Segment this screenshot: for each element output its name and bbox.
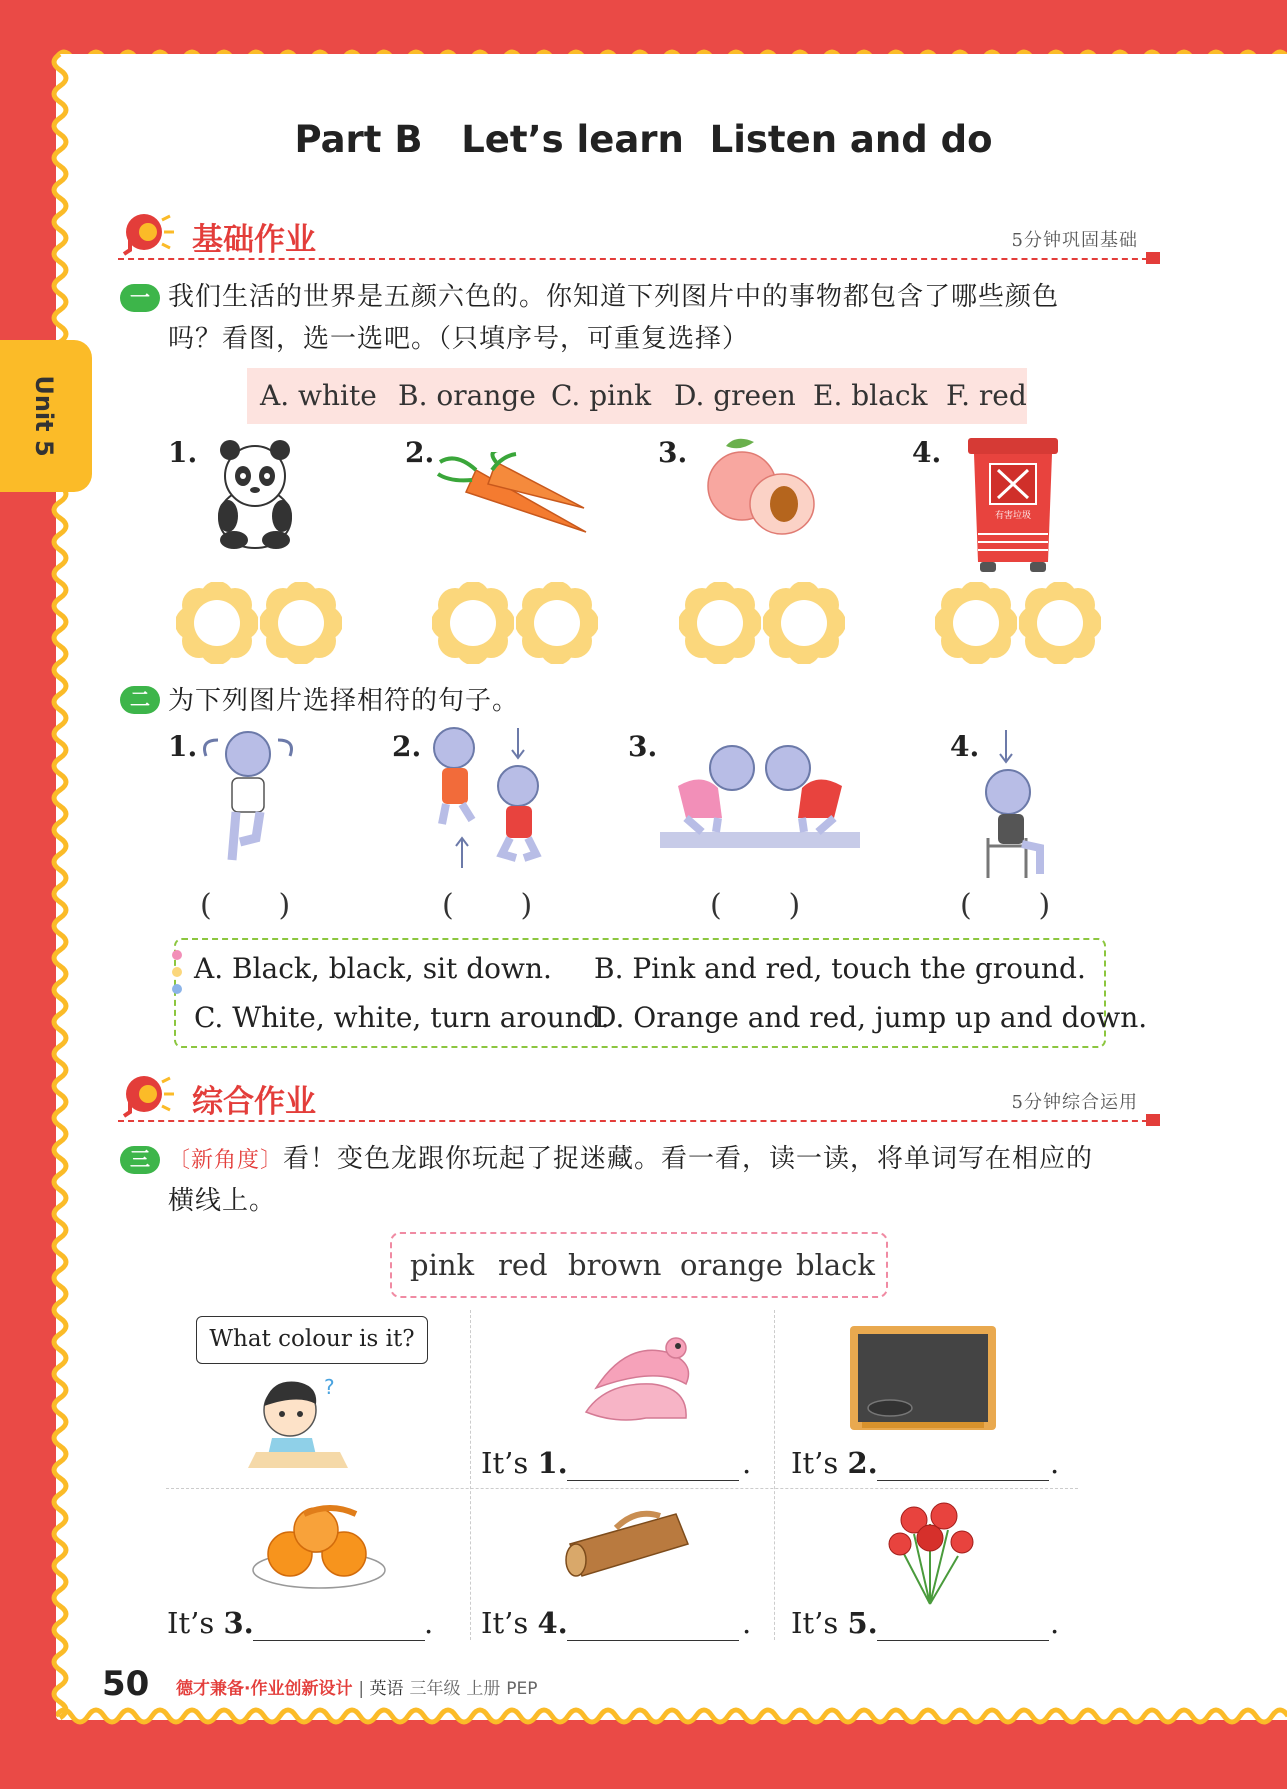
fill-in-1-period: . xyxy=(742,1446,752,1480)
sentence-b: B. Pink and red, touch the ground. xyxy=(594,952,1086,985)
sentence-options-box xyxy=(174,938,1148,1048)
fill-in-2-blank[interactable] xyxy=(877,1480,1049,1481)
sentence-a: A. Black, black, sit down. xyxy=(194,952,552,985)
word-black: black xyxy=(796,1248,875,1282)
unit-tab-label: Unit 5 xyxy=(30,375,58,457)
red-roses-picture xyxy=(884,1494,978,1608)
fill-in-3-prefix: It’s xyxy=(167,1606,224,1640)
fill-in-3-blank[interactable] xyxy=(253,1640,425,1641)
q2-item-3-number: 3. xyxy=(628,730,658,763)
option-b: B. orange xyxy=(398,379,536,412)
grid-divider xyxy=(470,1310,471,1640)
footer-brand: 德才兼备·作业创新设计 xyxy=(176,1679,353,1699)
q2-item-1-answer[interactable]: ( ) xyxy=(200,888,291,923)
q1-item-1-answer-slot-1[interactable] xyxy=(176,582,258,664)
fill-in-5-number: 5. xyxy=(847,1606,878,1640)
fill-in-2-period: . xyxy=(1050,1446,1060,1480)
word-brown: brown xyxy=(568,1248,662,1282)
bin-label: 有害垃圾 xyxy=(994,511,1032,521)
fill-in-4-blank[interactable] xyxy=(567,1640,739,1641)
question-1-badge: 一 xyxy=(120,284,160,312)
boy-picture xyxy=(248,1368,348,1478)
word-orange: orange xyxy=(680,1248,784,1282)
speech-bubble-text: What colour is it? xyxy=(209,1326,415,1352)
page-number: 50 xyxy=(102,1664,150,1704)
bottom-border-wave xyxy=(56,1704,1287,1728)
q2-item-4-number: 4. xyxy=(950,730,980,763)
jump-up-down-figures xyxy=(432,724,556,872)
q2-item-4-answer[interactable]: ( ) xyxy=(960,888,1051,923)
fill-in-1-blank[interactable] xyxy=(567,1480,739,1481)
q2-item-2-number: 2. xyxy=(392,730,422,763)
q1-item-4-number: 4. xyxy=(912,436,942,469)
word-pink: pink xyxy=(410,1248,475,1282)
page-title: Part B Let’s learn Listen and do xyxy=(294,118,993,161)
footer-info xyxy=(176,1674,538,1699)
fill-in-5-blank[interactable] xyxy=(877,1640,1049,1641)
fill-in-2-prefix: It’s xyxy=(791,1446,848,1480)
q2-item-1-number: 1. xyxy=(168,730,198,763)
word-bank-box xyxy=(390,1232,888,1298)
footer-separator: | xyxy=(358,1679,370,1699)
question-2-badge: 二 xyxy=(120,686,160,714)
section-divider xyxy=(118,1120,1158,1122)
fill-in-4-prefix: It’s xyxy=(481,1606,538,1640)
q1-item-3-answer-slot-1[interactable] xyxy=(679,582,761,664)
touch-ground-figures xyxy=(658,728,862,854)
question-3-text-line1 xyxy=(168,1138,1093,1182)
q1-item-4-answer-slot-2[interactable] xyxy=(1019,582,1101,664)
question-2-text: 为下列图片选择相符的句子。 xyxy=(168,686,520,716)
sit-down-figure xyxy=(974,728,1054,878)
q1-item-3-answer-slot-2[interactable] xyxy=(763,582,845,664)
sentence-c: C. White, white, turn around. xyxy=(194,1001,610,1034)
fill-in-3-number: 3. xyxy=(223,1606,254,1640)
q1-item-3-number: 3. xyxy=(658,436,688,469)
option-f: F. red xyxy=(946,379,1027,412)
q1-item-2-answer-slot-2[interactable] xyxy=(516,582,598,664)
fill-in-2-number: 2. xyxy=(847,1446,878,1480)
q1-item-2-answer-slot-1[interactable] xyxy=(432,582,514,664)
fill-in-5-period: . xyxy=(1050,1606,1060,1640)
q2-item-2-answer[interactable]: ( ) xyxy=(442,888,533,923)
question-3-text-main: 看！变色龙跟你玩起了捉迷藏。看一看，读一读，将单词写在相应的 xyxy=(283,1144,1094,1174)
section-divider-end xyxy=(1146,1114,1160,1126)
option-a: A. white xyxy=(260,379,377,412)
fill-in-1-prefix: It’s xyxy=(481,1446,538,1480)
turn-around-figure xyxy=(196,726,300,868)
carrots-picture xyxy=(436,452,592,538)
question-1-text-line2: 吗？看图，选一选吧。（只填序号，可重复选择） xyxy=(168,324,750,354)
footer-volume: 上册 xyxy=(466,1679,501,1699)
section-comprehensive-header xyxy=(118,1072,1158,1132)
fill-in-4-number: 4. xyxy=(537,1606,568,1640)
fill-in-1-number: 1. xyxy=(537,1446,568,1480)
new-angle-tag: 〔新角度〕 xyxy=(168,1148,284,1173)
color-options-bar xyxy=(247,368,1027,424)
fill-in-3 xyxy=(167,1606,254,1640)
log-picture xyxy=(556,1498,696,1582)
section-divider-end xyxy=(1146,252,1160,264)
q1-item-2-number: 2. xyxy=(405,436,435,469)
fill-in-5-prefix: It’s xyxy=(791,1606,848,1640)
section-basic-note: 5分钟巩固基础 xyxy=(1011,230,1138,251)
fill-in-4-period: . xyxy=(742,1606,752,1640)
section-basic-label: 基础作业 xyxy=(192,222,316,258)
question-3-badge: 三 xyxy=(120,1146,160,1174)
section-divider xyxy=(118,258,1158,260)
q1-item-4-answer-slot-1[interactable] xyxy=(935,582,1017,664)
question-1-text-line1: 我们生活的世界是五颜六色的。你知道下列图片中的事物都包含了哪些颜色 xyxy=(168,282,1060,312)
fill-in-1 xyxy=(481,1446,568,1480)
word-red: red xyxy=(498,1248,548,1282)
fill-in-5 xyxy=(791,1606,878,1640)
sentence-d: D. Orange and red, jump up and down. xyxy=(594,1001,1148,1034)
option-d: D. green xyxy=(674,379,796,412)
panda-picture xyxy=(210,438,300,550)
section-comprehensive-label: 综合作业 xyxy=(192,1084,316,1120)
pink-cap-chameleon-picture xyxy=(576,1322,702,1432)
grid-divider xyxy=(774,1310,775,1640)
fill-in-3-period: . xyxy=(424,1606,434,1640)
oranges-picture xyxy=(250,1494,388,1590)
svg-text:?: ? xyxy=(324,1375,335,1399)
q2-item-3-answer[interactable]: ( ) xyxy=(710,888,801,923)
question-3-text-line2: 横线上。 xyxy=(168,1186,277,1216)
blackboard-picture xyxy=(850,1326,996,1430)
section-basic-header xyxy=(118,210,1158,270)
left-border-wave xyxy=(48,54,72,1720)
footer-edition: PEP xyxy=(506,1679,538,1699)
trash-bin-picture xyxy=(964,438,1062,572)
footer-subject: 英语 xyxy=(369,1679,404,1699)
speech-bubble xyxy=(196,1316,428,1364)
section-comprehensive-note: 5分钟综合运用 xyxy=(1011,1092,1138,1113)
fill-in-2 xyxy=(791,1446,878,1480)
footer-grade: 三年级 xyxy=(409,1679,461,1699)
q1-item-1-answer-slot-2[interactable] xyxy=(260,582,342,664)
q1-item-1-number: 1. xyxy=(168,436,198,469)
option-e: E. black xyxy=(813,379,928,412)
unit-tab[interactable] xyxy=(0,340,92,492)
grid-divider xyxy=(166,1488,1078,1489)
fill-in-4 xyxy=(481,1606,568,1640)
peach-picture xyxy=(696,434,820,544)
balloons-icon xyxy=(170,948,184,998)
option-c: C. pink xyxy=(551,379,652,412)
